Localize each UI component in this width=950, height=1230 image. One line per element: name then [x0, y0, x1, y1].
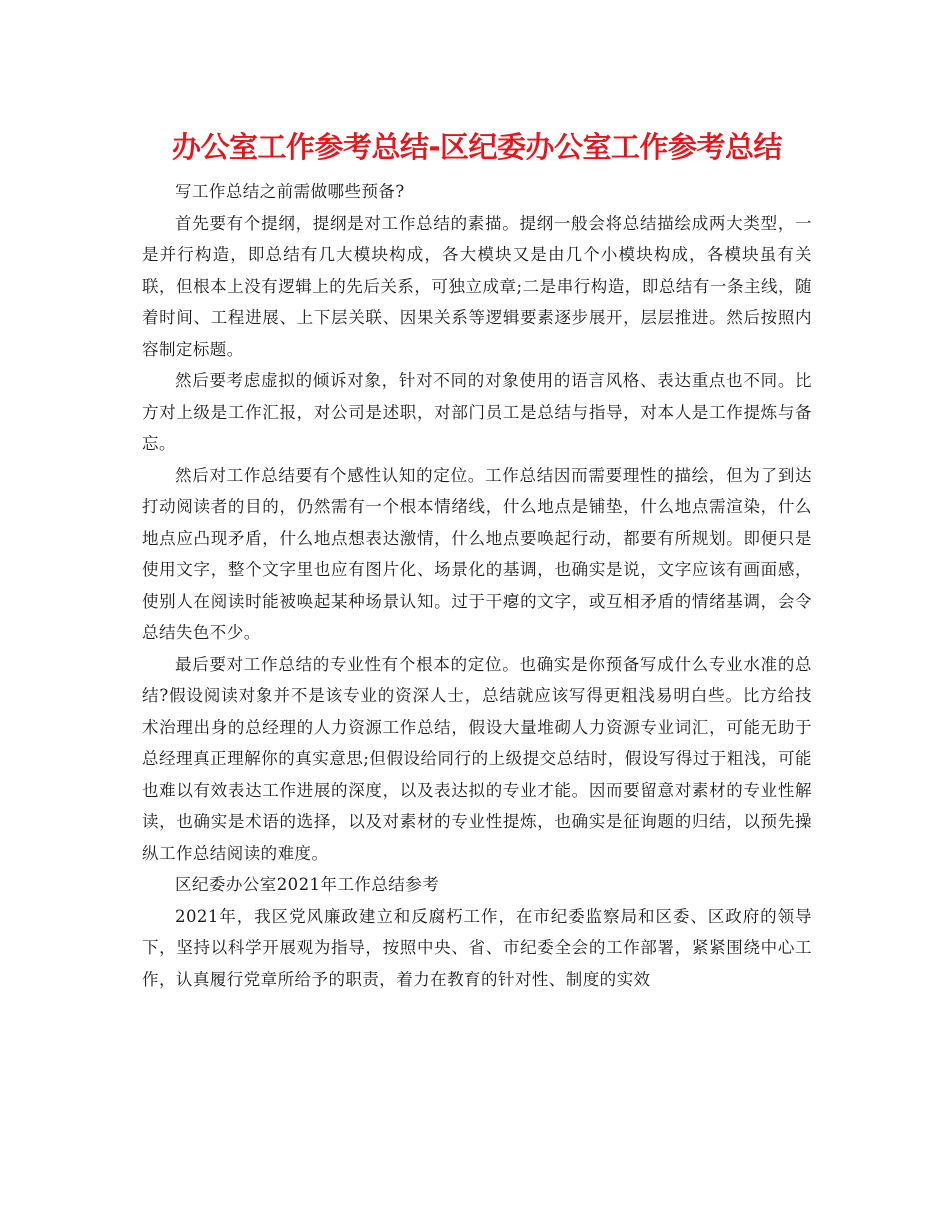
- paragraph-outline: 首先要有个提纲，提纲是对工作总结的素描。提纲一般会将总结描绘成两大类型，一是并行构造，即总结有几大模块构成，各大模块又是由几个小模块构成，各模块虽有关联，但根本上没有逻辑上的先后关系，可独立成章;二是串行构造，即总结有一条主线，随着时间、工程进展、上下层关联、因果关系等逻辑要素逐步展开，层层推进。然后按照内容制定标题。: [142, 213, 812, 359]
- paragraph-emotion: 然后对工作总结要有个感性认知的定位。工作总结因而需要理性的描绘，但为了到达打动阅读者的目的，仍然需有一个根本情绪线，什么地点是铺垫，什么地点需渲染，什么地点应凸现矛盾，什么地点想表达激情，什么地点要唤起行动，都要有所规划。即便只是使用文字，整个文字里也应有图片化、场景化的基调，也确实是说，文字应该有画面感，使别人在阅读时能被唤起某种场景认知。过于干瘪的文字，或互相矛盾的情绪基调，会令总结失色不少。: [142, 465, 812, 642]
- document-body: [142, 122, 812, 995]
- paragraph-audience: 然后要考虑虚拟的倾诉对象，针对不同的对象使用的语言风格、表达重点也不同。比方对上级是工作汇报，对公司是述职，对部门员工是总结与指导，对本人是工作提炼与备忘。: [142, 371, 812, 453]
- paragraph-professionalism: 最后要对工作总结的专业性有个根本的定位。也确实是你预备写成什么专业水准的总结?假设阅读对象并不是该专业的资深人士，总结就应该写得更粗浅易明白些。比方给技术治理出身的总经理的人力资源工作总结，假设大量堆砌人力资源专业词汇，可能无助于总经理真正理解你的真实意思;但假设给同行的上级提交总结时，假设写得过于粗浅，可能也难以有效表达工作进展的深度，以及表达拟的专业才能。因而要留意对素材的专业性解读，也确实是术语的选择，以及对素材的专业性提炼，也确实是征询题的归结，以预先操纵工作总结阅读的难度。: [142, 654, 812, 863]
- document-title: 办公室工作参考总结-区纪委办公室工作参考总结: [171, 130, 783, 164]
- paragraph-preparation-question: 写工作总结之前需做哪些预备?: [175, 182, 405, 201]
- section-heading-2021-summary: 区纪委办公室2021年工作总结参考: [175, 875, 440, 894]
- paragraph-2021-intro: 2021年，我区党风廉政建立和反腐朽工作，在市纪委监察局和区委、区政府的领导下，坚持以科学开展观为指导，按照中央、省、市纪委全会的工作部署，紧紧围绕中心工作，认真履行党章所给予的职责，着力在教育的针对性、制度的实效: [142, 906, 812, 989]
